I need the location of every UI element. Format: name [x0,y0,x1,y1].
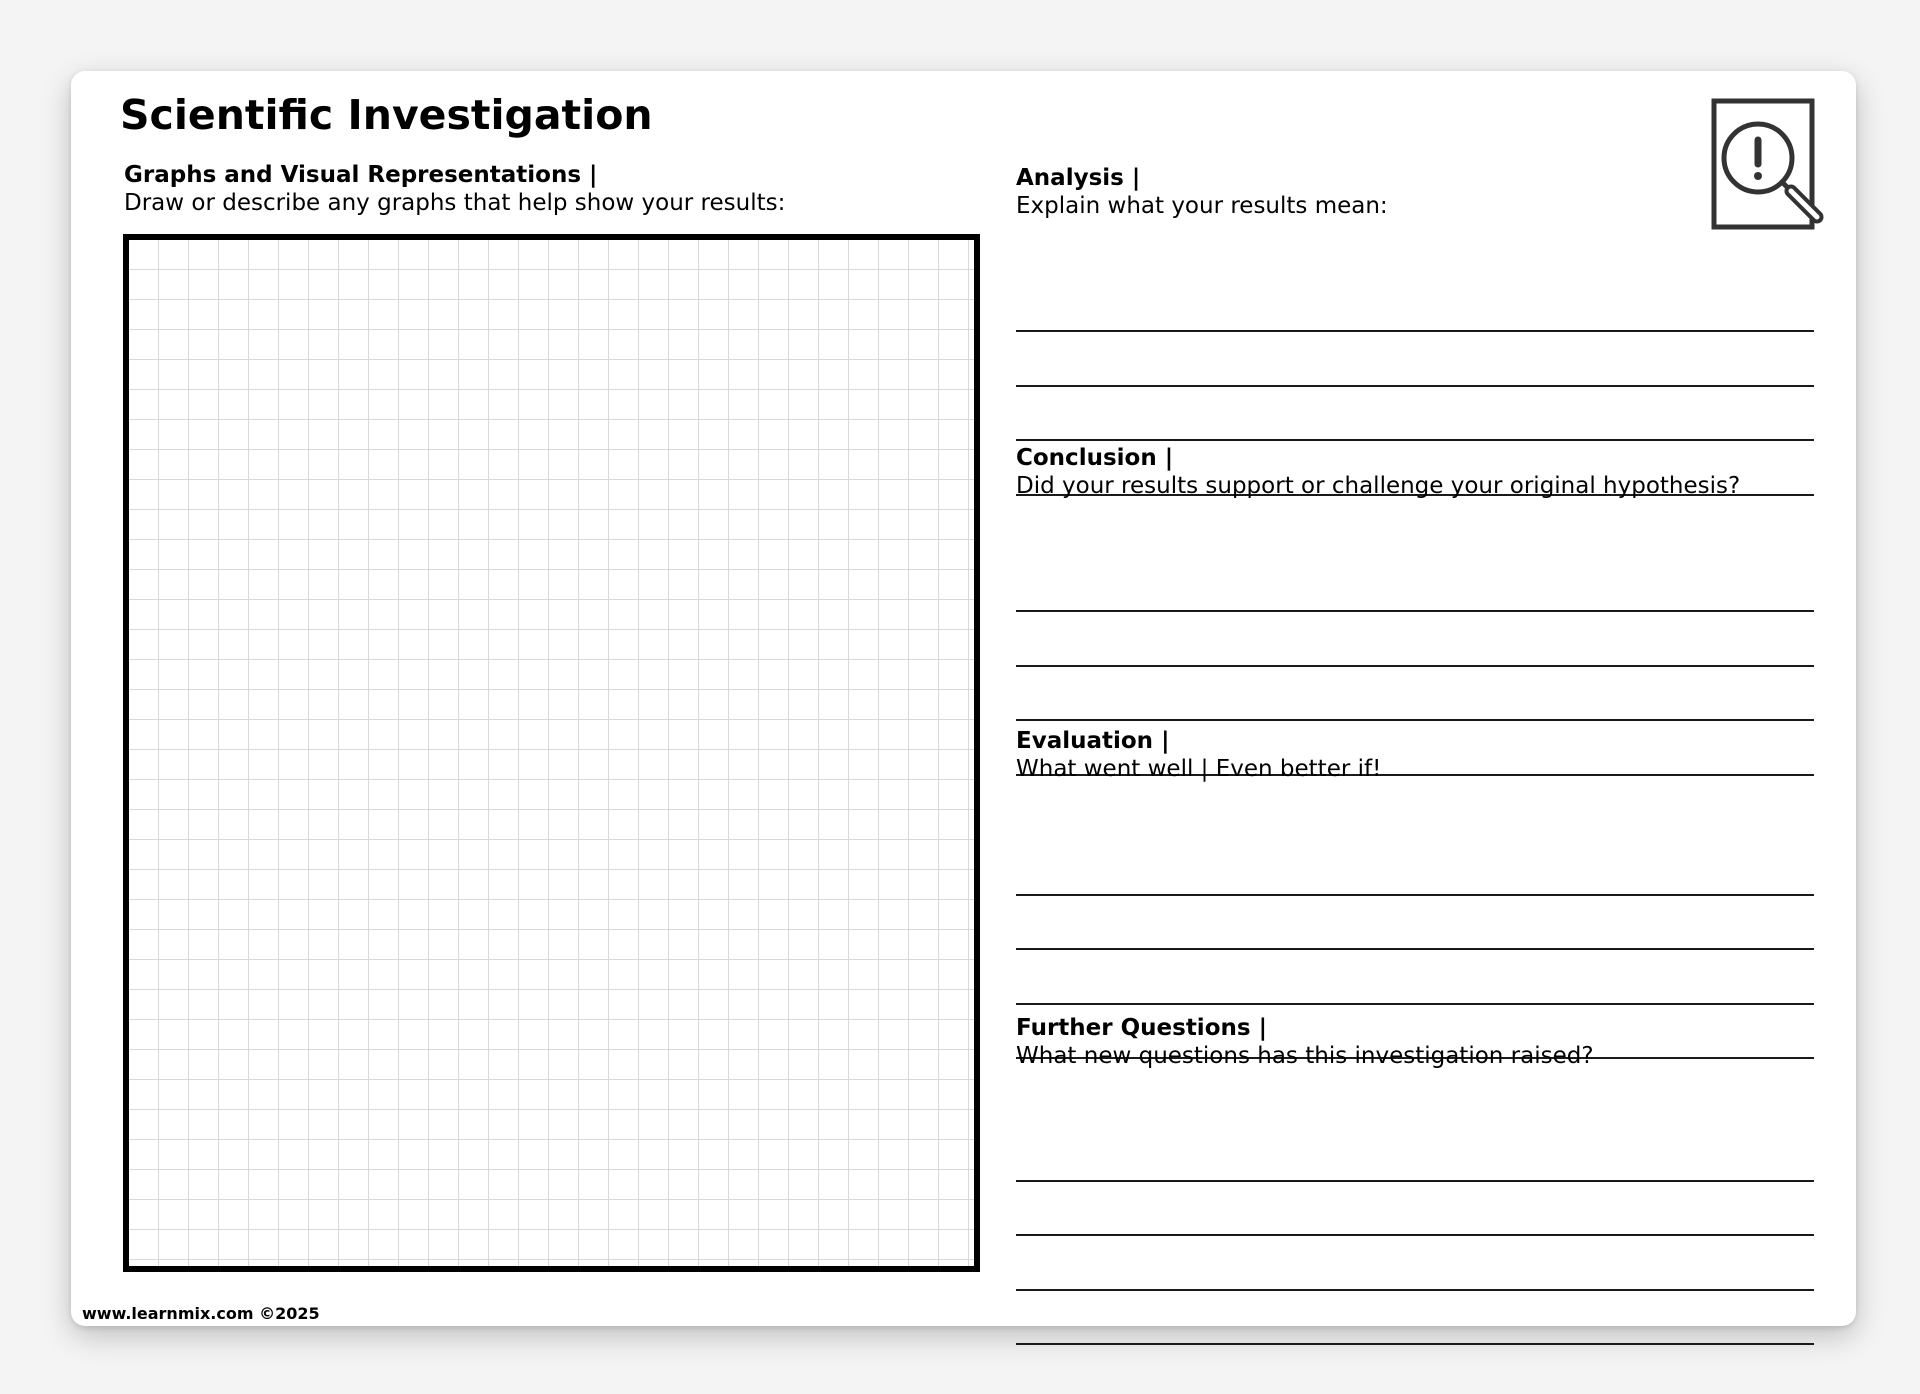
magnifier-exclamation-icon [1711,98,1831,232]
evaluation-description: What went well | Even better if! [1016,756,1382,782]
graphs-section-description: Draw or describe any graphs that help show your results: [124,190,786,216]
analysis-answer-line-2[interactable] [1016,385,1814,387]
footer-copyright: www.learnmix.com ©2025 [82,1304,320,1323]
further-questions-answer-line-1[interactable] [1016,1180,1814,1182]
evaluation-section [1016,727,1814,927]
evaluation-label: Evaluation | [1016,728,1170,754]
graphs-section-heading [124,161,1024,217]
conclusion-answer-line-1[interactable] [1016,610,1814,612]
conclusion-label: Conclusion | [1016,445,1174,471]
analysis-description: Explain what your results mean: [1016,193,1388,219]
further-questions-answer-line-2[interactable] [1016,1234,1814,1236]
page-title: Scientific Investigation [120,91,653,139]
analysis-section [1016,164,1814,359]
evaluation-answer-line-2[interactable] [1016,948,1814,950]
further-questions-description: What new questions has this investigation raised? [1016,1043,1594,1069]
further-questions-label: Further Questions | [1016,1015,1267,1041]
further-questions-answer-line-4[interactable] [1016,1343,1814,1345]
conclusion-answer-line-3[interactable] [1016,719,1814,721]
analysis-answer-line-3[interactable] [1016,439,1814,441]
further-questions-answer-line-3[interactable] [1016,1289,1814,1291]
worksheet-page [71,71,1856,1326]
analysis-label: Analysis | [1016,165,1141,191]
evaluation-answer-line-3[interactable] [1016,1003,1814,1005]
evaluation-answer-line-1[interactable] [1016,894,1814,896]
conclusion-description: Did your results support or challenge your original hypothesis? [1016,473,1741,499]
further-questions-section [1016,1014,1814,1214]
conclusion-section [1016,444,1814,644]
analysis-answer-line-1[interactable] [1016,330,1814,332]
conclusion-answer-line-2[interactable] [1016,665,1814,667]
graph-drawing-area[interactable] [123,234,980,1272]
graphs-section-label: Graphs and Visual Representations | [124,162,598,188]
